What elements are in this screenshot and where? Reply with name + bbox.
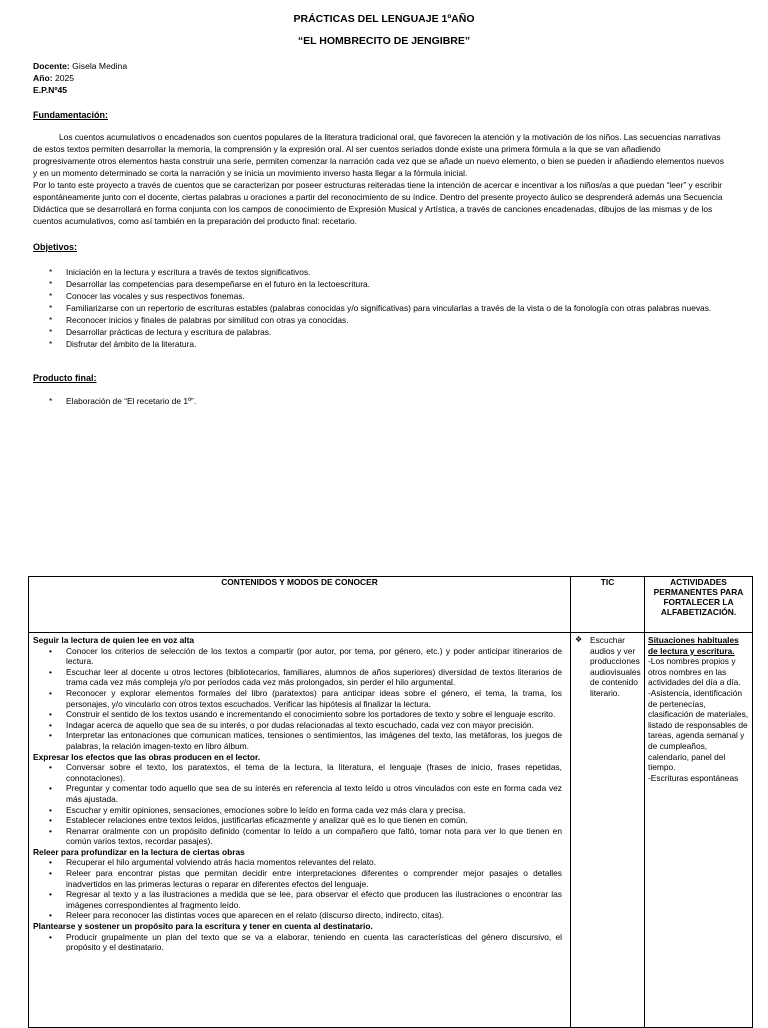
document-title: PRÁCTICAS DEL LENGUAJE 1ºAÑO (293, 13, 475, 25)
table-header-row (29, 577, 753, 633)
objetivo-item: * Iniciación en la lectura y escritura a través de textos significativos. (49, 267, 311, 277)
table-body-row (29, 633, 753, 1028)
bullet-icon: * (49, 303, 53, 313)
bullet-icon: • (49, 687, 52, 698)
bullet-icon: • (49, 804, 52, 815)
section-heading: Seguir la lectura de quien lee en voz alta (33, 635, 195, 645)
bullet-icon: • (49, 762, 52, 773)
list-item: • Regresar al texto y a las ilustraciones a medida que se lee, para observar el efecto que producen las ilustraciones o encontrar las imágenes correspondientes al fragmento leído. (49, 889, 562, 910)
objetivos-list (33, 266, 713, 350)
docente-value: Gisela Medina (72, 61, 128, 71)
bullet-icon: • (49, 910, 52, 921)
docente-label: Docente: (33, 61, 70, 71)
list-item: • Preguntar y comentar todo aquello que sea de su interés en referencia al texto leído u otros vinculados con este en forma cada vez más ajustada. (49, 783, 562, 804)
school-line (33, 84, 127, 96)
bullet-icon: • (49, 730, 52, 741)
producto-item: * Elaboración de “El recetario de 1º”. (49, 396, 197, 406)
activity-item: -Escrituras espontáneas (648, 772, 739, 783)
document-subtitle: “EL HOMBRECITO DE JENGIBRE” (297, 35, 471, 47)
activity-item: -Los nombres propios y otros nombres en las actividades del día a día. (648, 656, 741, 688)
section-heading: Plantearse y sostener un propósito para la escritura y tener en cuenta al destinatario. (33, 921, 373, 932)
bullet-icon: * (49, 315, 53, 325)
bullet-icon: • (49, 889, 52, 900)
objetivos-heading: Objetivos: (33, 242, 78, 252)
bullet-icon: * (49, 291, 53, 301)
section-list (33, 762, 562, 847)
bullet-icon: • (49, 666, 52, 677)
col-header-contenidos: CONTENIDOS Y MODOS DE CONOCER (29, 577, 571, 633)
list-item: • Escuchar y emitir opiniones, sensaciones, emociones sobre lo leído en forma cada vez más clara y precisa. (49, 804, 466, 815)
bullet-icon: • (49, 931, 52, 942)
producto-heading: Producto final: (33, 373, 97, 383)
list-item: • Recuperar el hilo argumental volviendo atrás hacia momentos relevantes del relato. (49, 857, 377, 868)
list-item: • Reconocer y explorar elementos formales del libro (paratextos) para anticipar ideas sobre el género, el tema, la trama, los personajes, y/o vincularlo con otros textos escuchados. Verificar las hipótesis al finalizar la lectura. (49, 687, 562, 709)
section-list (33, 857, 562, 921)
col-header-tic: TIC (571, 577, 645, 633)
objetivo-item: * Reconocer inicios y finales de palabras por similitud con otras ya conocidas. (49, 315, 349, 325)
producto-list (33, 395, 713, 407)
meta-block (33, 60, 127, 96)
diamond-bullet-icon: ❖ (575, 635, 583, 644)
anio-value: 2025 (54, 73, 75, 83)
section-heading: Expresar los efectos que las obras producen en el lector. (33, 751, 261, 762)
list-item: • Indagar acerca de aquello que sea de su interés, o por dudas relacionadas al texto escuchado, cada vez con mayor precisión. (49, 719, 534, 730)
activity-item: -Asistencia, identificación de pertenecías, clasificación de materiales, listado de responsables de tareas, agenda semanal y de cumpleaños, calendario, panel del tiempo. (648, 687, 749, 773)
bullet-icon: • (49, 825, 52, 836)
list-item: • Releer para encontrar pistas que permitan decidir entre interpretaciones diferentes o comprender mejor pasajes o detalles inadvertidos en las primeras lecturas o reparar en diferentes efectos del lenguaje. (49, 868, 562, 889)
section-list (33, 646, 562, 752)
list-item: • Renarrar oralmente con un propósito definido (comentar lo leído a un compañero que faltó, tomar nota para ver lo que tienen en común varios textos, recordar pasajes). (49, 825, 562, 847)
list-item: • Releer para reconocer las distintas voces que aparecen en el relato (discurso directo, indirecto, citas). (49, 910, 444, 921)
list-item: • Establecer relaciones entre textos leídos, justificarlas eficazmente y analizar qué es lo que tienen en común. (49, 815, 468, 826)
tic-item: ❖ Escuchar audios y ver producciones audiovisuales de contenido literario. (575, 635, 641, 698)
contenidos-cell (29, 633, 571, 1028)
bullet-icon: • (49, 857, 52, 868)
actividades-cell (645, 633, 753, 1028)
fundamentacion-heading: Fundamentación: (33, 110, 109, 120)
objetivo-item: * Conocer las vocales y sus respectivos fonemas. (49, 291, 245, 301)
contents-table (28, 576, 753, 1028)
fundamentacion-text (33, 131, 725, 227)
bullet-icon: • (49, 783, 52, 794)
objetivo-item: * Desarrollar las competencias para desempeñarse en el futuro en la lectoescritura. (49, 279, 370, 289)
anio-line (33, 72, 127, 84)
list-item: • Interpretar las entonaciones que comunican matices, tensiones o sentimientos, las imágenes del texto, las metáforas, los juegos de palabras, la relación imagen-texto en libro álbum. (49, 730, 562, 751)
list-item: • Producir grupalmente un plan del texto que se va a elaborar, teniendo en cuenta las características del género discursivo, el propósito y el destinatario. (49, 931, 562, 953)
objetivo-item: * Desarrollar prácticas de lectura y escritura de palabras. (49, 327, 272, 337)
docente-line (33, 60, 127, 72)
bullet-icon: • (49, 709, 52, 720)
list-item: • Conocer los criterios de selección de los textos a compartir (por autor, por tema, por género, etc.) y poder anticipar itinerarios de lectura. (49, 645, 562, 667)
school-name: E.P.Nº45 (33, 85, 68, 95)
bullet-icon: * (49, 279, 53, 289)
bullet-icon: * (49, 327, 53, 337)
anio-label: Año: (33, 73, 53, 83)
bullet-icon: * (49, 396, 53, 406)
col-header-actividades: ACTIVIDADES PERMANENTES PARA FORTALECER LA ALFABETIZACIÓN. (645, 577, 753, 633)
objetivo-item: * Disfrutar del ámbito de la literatura. (49, 339, 197, 349)
bullet-icon: • (49, 645, 52, 656)
fundamentacion-paragraph-2: Por lo tanto este proyecto a través de cuentos que se caracterizan por poseer estructuras reiteradas tiene la intención de acercar e incentivar a los niños/as a que puedan “leer” y escribir espontáneamente junto con el docente, ciertas palabras u oraciones a partir del reconocimiento de su índice. Dentro del presente proyecto áulico se desprenderá además una Secuencia Didáctica que se desarrollará en forma conjunta con los campos de conocimiento de Expresión Musical y Artística, a través de canciones encadenadas, dibujos de las mismas y de los cuentos acumulativos, como así también en la preparación del producto final: recetario. (33, 180, 723, 226)
section-heading: Releer para profundizar en la lectura de ciertas obras (33, 846, 245, 857)
objetivo-item: * Familiarizarse con un repertorio de escrituras estables (palabras conocidas y/o significativas) para vincularlas a través de la vista o de la fonología con otras palabras nuevas. (49, 303, 712, 313)
bullet-icon: • (49, 719, 52, 730)
section-list (33, 932, 562, 953)
bullet-icon: * (49, 267, 53, 277)
fundamentacion-paragraph-1: Los cuentos acumulativos o encadenados son cuentos populares de la literatura tradicional oral, que favorecen la atención y la motivación de los niños. Las secuencias narrativas de estos textos permiten desarrollar la memoria, la comprensión y la expresión oral. Al ser cuentos seriados donde existe una primera fórmula a la que se van añadiendo progresivamente otros elementos hasta construir una serie, permiten comenzar la narración cada vez que se añade un nuevo elemento, o bien se pueden ir añadiendo elementos nuevos y en un momento determinado se corta la narración y se inicia un movimiento inverso hasta llegar a la fórmula inicial. (33, 132, 724, 178)
bullet-icon: • (49, 815, 52, 826)
activities-title: Situaciones habituales de lectura y escritura. (648, 635, 739, 656)
tic-cell (571, 633, 645, 1028)
list-item: • Conversar sobre el texto, los paratextos, el tema de la lectura, la literatura, el lenguaje (frases de inicio, frases repetidas, connotaciones). (49, 762, 562, 783)
list-item: • Construir el sentido de los textos usando e incrementando el conocimiento sobre los portadores de texto y sobre el lenguaje escrito. (49, 709, 556, 720)
bullet-icon: • (49, 868, 52, 879)
list-item: • Escuchar leer al docente u otros lectores (bibliotecarios, familiares, alumnos de años superiores) diversidad de textos literarios de trama cada vez más compleja y/o por períodos cada vez más prolongados, sin perder el hilo argumental. (49, 666, 562, 688)
bullet-icon: * (49, 339, 53, 349)
